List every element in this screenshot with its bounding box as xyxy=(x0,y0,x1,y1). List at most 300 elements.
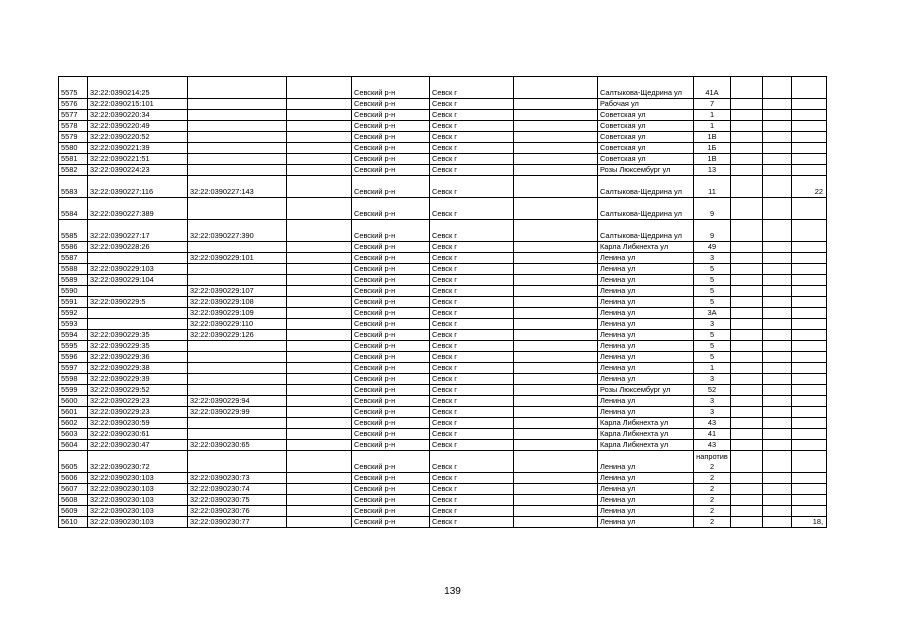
cell-blank-column-7 xyxy=(514,341,598,352)
cell-blank-column-11 xyxy=(763,242,792,253)
cell-cadastral-number: 32:22:0390230:59 xyxy=(88,418,188,429)
cell-blank-column-11 xyxy=(763,352,792,363)
cell-cadastral-number xyxy=(88,308,188,319)
table-row xyxy=(59,198,827,220)
cell-blank-column-4 xyxy=(287,451,352,473)
cell-apartment-column xyxy=(792,143,827,154)
cell-locality: Севск г xyxy=(430,330,514,341)
cell-house-number: 5 xyxy=(694,341,731,352)
cell-house-number: 9 xyxy=(694,198,731,220)
cell-row-number: 5590 xyxy=(59,286,88,297)
cell-street: Ленина ул xyxy=(598,264,694,275)
cell-blank-column-11 xyxy=(763,484,792,495)
table-row xyxy=(59,440,827,451)
cell-blank-column-10 xyxy=(731,385,763,396)
cell-row-number: 5602 xyxy=(59,418,88,429)
cell-house-number: 3 xyxy=(694,253,731,264)
cell-row-number: 5593 xyxy=(59,319,88,330)
cell-district: Севский р-н xyxy=(352,154,430,165)
cell-related-cadastral-number xyxy=(188,121,287,132)
cell-blank-column-10 xyxy=(731,506,763,517)
cell-street: Салтыкова-Щедрина ул xyxy=(598,198,694,220)
table-row xyxy=(59,220,827,242)
cell-district: Севский р-н xyxy=(352,341,430,352)
cell-blank-column-7 xyxy=(514,495,598,506)
cell-house-number: 2 xyxy=(694,517,731,528)
cell-blank-column-4 xyxy=(287,275,352,286)
cell-locality: Севск г xyxy=(430,374,514,385)
cell-blank-column-10 xyxy=(731,154,763,165)
cell-blank-column-4 xyxy=(287,110,352,121)
cell-blank-column-10 xyxy=(731,352,763,363)
cell-blank-column-7 xyxy=(514,330,598,341)
cell-street: Салтыкова-Щедрина ул xyxy=(598,220,694,242)
cell-locality: Севск г xyxy=(430,110,514,121)
cell-row-number: 5606 xyxy=(59,473,88,484)
cell-locality: Севск г xyxy=(430,319,514,330)
cell-street: Карла Либкнехта ул xyxy=(598,418,694,429)
cell-blank-column-10 xyxy=(731,484,763,495)
cell-row-number: 5580 xyxy=(59,143,88,154)
cell-apartment-column xyxy=(792,396,827,407)
table-row xyxy=(59,330,827,341)
cell-apartment-column xyxy=(792,363,827,374)
cell-blank-column-7 xyxy=(514,132,598,143)
table-row xyxy=(59,407,827,418)
cell-street: Ленина ул xyxy=(598,297,694,308)
cell-row-number: 5608 xyxy=(59,495,88,506)
cell-row-number: 5588 xyxy=(59,264,88,275)
cell-blank-column-4 xyxy=(287,429,352,440)
cell-apartment-column xyxy=(792,440,827,451)
cell-row-number: 5587 xyxy=(59,253,88,264)
cell-apartment-column xyxy=(792,154,827,165)
cell-blank-column-7 xyxy=(514,308,598,319)
cell-related-cadastral-number: 32:22:0390230:74 xyxy=(188,484,287,495)
cell-blank-column-4 xyxy=(287,77,352,99)
cell-locality: Севск г xyxy=(430,418,514,429)
cell-blank-column-4 xyxy=(287,352,352,363)
table-row xyxy=(59,473,827,484)
cell-apartment-column xyxy=(792,473,827,484)
cell-related-cadastral-number xyxy=(188,451,287,473)
cell-blank-column-10 xyxy=(731,451,763,473)
table-row xyxy=(59,484,827,495)
cell-street: Советская ул xyxy=(598,132,694,143)
cell-blank-column-10 xyxy=(731,99,763,110)
cell-apartment-column xyxy=(792,407,827,418)
cell-street: Ленина ул xyxy=(598,451,694,473)
cell-district: Севский р-н xyxy=(352,286,430,297)
table-row xyxy=(59,429,827,440)
cell-apartment-column xyxy=(792,286,827,297)
cell-related-cadastral-number: 32:22:0390229:101 xyxy=(188,253,287,264)
cell-house-number: 3 xyxy=(694,319,731,330)
table-row xyxy=(59,506,827,517)
cell-blank-column-7 xyxy=(514,374,598,385)
cell-locality: Севск г xyxy=(430,341,514,352)
cell-blank-column-7 xyxy=(514,319,598,330)
cell-street: Ленина ул xyxy=(598,330,694,341)
cell-related-cadastral-number: 32:22:0390229:99 xyxy=(188,407,287,418)
table-row xyxy=(59,418,827,429)
cell-blank-column-4 xyxy=(287,143,352,154)
cell-locality: Севск г xyxy=(430,451,514,473)
cell-street: Советская ул xyxy=(598,143,694,154)
cell-district: Севский р-н xyxy=(352,363,430,374)
cell-street: Карла Либкнехта ул xyxy=(598,440,694,451)
cell-apartment-column xyxy=(792,506,827,517)
cell-district: Севский р-н xyxy=(352,440,430,451)
cell-blank-column-7 xyxy=(514,352,598,363)
cell-blank-column-7 xyxy=(514,385,598,396)
cell-blank-column-11 xyxy=(763,275,792,286)
cell-cadastral-number: 32:22:0390221:39 xyxy=(88,143,188,154)
cell-cadastral-number: 32:22:0390229:104 xyxy=(88,275,188,286)
cell-row-number: 5579 xyxy=(59,132,88,143)
cell-row-number: 5607 xyxy=(59,484,88,495)
cell-row-number: 5603 xyxy=(59,429,88,440)
cell-blank-column-11 xyxy=(763,440,792,451)
cell-row-number: 5594 xyxy=(59,330,88,341)
cell-related-cadastral-number xyxy=(188,418,287,429)
cell-blank-column-7 xyxy=(514,154,598,165)
cell-house-number: 1В xyxy=(694,132,731,143)
cell-blank-column-4 xyxy=(287,264,352,275)
cell-district: Севский р-н xyxy=(352,429,430,440)
cell-house-number: 11 xyxy=(694,176,731,198)
table-row xyxy=(59,385,827,396)
cell-blank-column-7 xyxy=(514,506,598,517)
cell-blank-column-11 xyxy=(763,374,792,385)
cell-blank-column-10 xyxy=(731,374,763,385)
cell-cadastral-number: 32:22:0390227:389 xyxy=(88,198,188,220)
cell-row-number: 5610 xyxy=(59,517,88,528)
table-row xyxy=(59,517,827,528)
cell-locality: Севск г xyxy=(430,132,514,143)
cell-related-cadastral-number xyxy=(188,132,287,143)
cell-related-cadastral-number: 32:22:0390230:75 xyxy=(188,495,287,506)
cell-cadastral-number: 32:22:0390229:103 xyxy=(88,264,188,275)
cell-blank-column-7 xyxy=(514,99,598,110)
cell-related-cadastral-number: 32:22:0390230:73 xyxy=(188,473,287,484)
cell-district: Севский р-н xyxy=(352,132,430,143)
cell-row-number: 5604 xyxy=(59,440,88,451)
cell-related-cadastral-number xyxy=(188,385,287,396)
cell-locality: Севск г xyxy=(430,473,514,484)
cell-apartment-column xyxy=(792,99,827,110)
cell-street: Розы Люксембург ул xyxy=(598,165,694,176)
cell-apartment-column xyxy=(792,308,827,319)
cell-related-cadastral-number xyxy=(188,165,287,176)
cell-row-number: 5584 xyxy=(59,198,88,220)
cell-blank-column-11 xyxy=(763,319,792,330)
cell-house-number: 5 xyxy=(694,297,731,308)
cell-street: Ленина ул xyxy=(598,495,694,506)
cell-row-number: 5592 xyxy=(59,308,88,319)
table-row xyxy=(59,275,827,286)
cell-blank-column-11 xyxy=(763,363,792,374)
cell-district: Севский р-н xyxy=(352,308,430,319)
cell-house-number: 43 xyxy=(694,440,731,451)
cell-cadastral-number: 32:22:0390224:23 xyxy=(88,165,188,176)
cell-blank-column-7 xyxy=(514,198,598,220)
cell-locality: Севск г xyxy=(430,308,514,319)
cell-blank-column-10 xyxy=(731,77,763,99)
cell-house-number: 5 xyxy=(694,352,731,363)
cell-street: Ленина ул xyxy=(598,374,694,385)
cell-blank-column-7 xyxy=(514,517,598,528)
cell-cadastral-number: 32:22:0390230:61 xyxy=(88,429,188,440)
cell-row-number: 5591 xyxy=(59,297,88,308)
cell-cadastral-number: 32:22:0390229:35 xyxy=(88,330,188,341)
cell-blank-column-11 xyxy=(763,451,792,473)
table-row xyxy=(59,154,827,165)
cell-street: Ленина ул xyxy=(598,396,694,407)
cell-district: Севский р-н xyxy=(352,451,430,473)
cell-blank-column-4 xyxy=(287,253,352,264)
cell-apartment-column xyxy=(792,484,827,495)
cell-row-number: 5601 xyxy=(59,407,88,418)
table-row xyxy=(59,297,827,308)
cell-apartment-column xyxy=(792,198,827,220)
cell-locality: Севск г xyxy=(430,429,514,440)
cell-blank-column-7 xyxy=(514,110,598,121)
cell-apartment-column xyxy=(792,297,827,308)
cell-house-number: 1В xyxy=(694,154,731,165)
cell-street: Ленина ул xyxy=(598,308,694,319)
cell-blank-column-7 xyxy=(514,451,598,473)
cell-cadastral-number: 32:22:0390229:23 xyxy=(88,396,188,407)
cell-street: Салтыкова-Щедрина ул xyxy=(598,77,694,99)
cell-related-cadastral-number: 32:22:0390229:126 xyxy=(188,330,287,341)
cell-blank-column-10 xyxy=(731,297,763,308)
cell-row-number: 5576 xyxy=(59,99,88,110)
cell-blank-column-10 xyxy=(731,418,763,429)
cell-district: Севский р-н xyxy=(352,99,430,110)
cell-cadastral-number: 32:22:0390220:34 xyxy=(88,110,188,121)
cell-blank-column-11 xyxy=(763,121,792,132)
cell-blank-column-10 xyxy=(731,198,763,220)
cell-cadastral-number: 32:22:0390230:103 xyxy=(88,495,188,506)
cell-cadastral-number: 32:22:0390229:23 xyxy=(88,407,188,418)
cell-related-cadastral-number xyxy=(188,341,287,352)
cell-locality: Севск г xyxy=(430,286,514,297)
cell-blank-column-4 xyxy=(287,286,352,297)
cell-blank-column-7 xyxy=(514,143,598,154)
cell-district: Севский р-н xyxy=(352,517,430,528)
cell-district: Севский р-н xyxy=(352,352,430,363)
table-row xyxy=(59,121,827,132)
cell-related-cadastral-number xyxy=(188,242,287,253)
cell-cadastral-number: 32:22:0390229:35 xyxy=(88,341,188,352)
cell-blank-column-4 xyxy=(287,396,352,407)
cell-blank-column-11 xyxy=(763,506,792,517)
cell-apartment-column xyxy=(792,275,827,286)
cell-house-number: 13 xyxy=(694,165,731,176)
cell-blank-column-11 xyxy=(763,264,792,275)
cell-locality: Севск г xyxy=(430,264,514,275)
cell-blank-column-4 xyxy=(287,330,352,341)
cell-blank-column-11 xyxy=(763,220,792,242)
cell-blank-column-4 xyxy=(287,374,352,385)
cell-apartment-column xyxy=(792,429,827,440)
cell-blank-column-11 xyxy=(763,396,792,407)
cell-blank-column-4 xyxy=(287,121,352,132)
cell-house-number: 7 xyxy=(694,99,731,110)
cell-street: Советская ул xyxy=(598,121,694,132)
table-row xyxy=(59,77,827,99)
cell-street: Рабочая ул xyxy=(598,99,694,110)
cell-locality: Севск г xyxy=(430,99,514,110)
cell-blank-column-4 xyxy=(287,165,352,176)
cell-district: Севский р-н xyxy=(352,484,430,495)
cell-related-cadastral-number xyxy=(188,275,287,286)
cell-locality: Севск г xyxy=(430,517,514,528)
cell-blank-column-7 xyxy=(514,121,598,132)
cell-blank-column-11 xyxy=(763,253,792,264)
cell-blank-column-10 xyxy=(731,110,763,121)
cell-cadastral-number xyxy=(88,319,188,330)
cell-locality: Севск г xyxy=(430,253,514,264)
cell-blank-column-4 xyxy=(287,154,352,165)
page-number: 139 xyxy=(444,586,461,597)
cell-district: Севский р-н xyxy=(352,121,430,132)
cell-cadastral-number: 32:22:0390230:103 xyxy=(88,473,188,484)
cell-cadastral-number: 32:22:0390215:101 xyxy=(88,99,188,110)
cell-house-number: 3 xyxy=(694,396,731,407)
cell-blank-column-4 xyxy=(287,495,352,506)
cell-blank-column-4 xyxy=(287,242,352,253)
cell-district: Севский р-н xyxy=(352,143,430,154)
cell-blank-column-7 xyxy=(514,286,598,297)
cell-locality: Севск г xyxy=(430,77,514,99)
cell-blank-column-4 xyxy=(287,319,352,330)
cell-blank-column-10 xyxy=(731,242,763,253)
cell-locality: Севск г xyxy=(430,440,514,451)
cell-district: Севский р-н xyxy=(352,275,430,286)
cell-cadastral-number: 32:22:0390229:36 xyxy=(88,352,188,363)
cell-related-cadastral-number: 32:22:0390229:94 xyxy=(188,396,287,407)
table-row xyxy=(59,352,827,363)
cell-blank-column-4 xyxy=(287,341,352,352)
cell-blank-column-10 xyxy=(731,363,763,374)
cell-blank-column-4 xyxy=(287,506,352,517)
cell-apartment-column xyxy=(792,418,827,429)
cell-district: Севский р-н xyxy=(352,396,430,407)
cell-row-number: 5597 xyxy=(59,363,88,374)
cell-street: Ленина ул xyxy=(598,506,694,517)
cell-district: Севский р-н xyxy=(352,506,430,517)
cell-row-number: 5605 xyxy=(59,451,88,473)
cell-apartment-column xyxy=(792,319,827,330)
cell-house-number: 52 xyxy=(694,385,731,396)
cell-related-cadastral-number xyxy=(188,143,287,154)
cell-blank-column-10 xyxy=(731,275,763,286)
cell-blank-column-10 xyxy=(731,473,763,484)
cell-house-number: 1Б xyxy=(694,143,731,154)
cell-cadastral-number: 32:22:0390227:116 xyxy=(88,176,188,198)
cell-apartment-column xyxy=(792,253,827,264)
cell-related-cadastral-number: 32:22:0390227:390 xyxy=(188,220,287,242)
cell-apartment-column xyxy=(792,132,827,143)
cell-blank-column-11 xyxy=(763,99,792,110)
cell-blank-column-4 xyxy=(287,484,352,495)
cell-district: Севский р-н xyxy=(352,242,430,253)
cell-street: Ленина ул xyxy=(598,352,694,363)
cell-cadastral-number: 32:22:0390229:5 xyxy=(88,297,188,308)
cell-district: Севский р-н xyxy=(352,473,430,484)
cell-blank-column-11 xyxy=(763,330,792,341)
cell-related-cadastral-number xyxy=(188,429,287,440)
cell-cadastral-number: 32:22:0390214:25 xyxy=(88,77,188,99)
cell-cadastral-number: 32:22:0390230:103 xyxy=(88,506,188,517)
table-row xyxy=(59,264,827,275)
cell-row-number: 5599 xyxy=(59,385,88,396)
cell-blank-column-4 xyxy=(287,385,352,396)
cell-blank-column-10 xyxy=(731,143,763,154)
cell-house-number: 43 xyxy=(694,418,731,429)
cell-blank-column-7 xyxy=(514,429,598,440)
cell-locality: Севск г xyxy=(430,506,514,517)
table-row xyxy=(59,319,827,330)
cell-district: Севский р-н xyxy=(352,198,430,220)
cell-district: Севский р-н xyxy=(352,264,430,275)
cell-locality: Севск г xyxy=(430,275,514,286)
cell-blank-column-4 xyxy=(287,363,352,374)
cell-cadastral-number: 32:22:0390230:103 xyxy=(88,484,188,495)
cell-locality: Севск г xyxy=(430,363,514,374)
table-row xyxy=(59,495,827,506)
cell-cadastral-number: 32:22:0390220:52 xyxy=(88,132,188,143)
table-row xyxy=(59,308,827,319)
cell-blank-column-7 xyxy=(514,396,598,407)
cell-blank-column-4 xyxy=(287,517,352,528)
table-row xyxy=(59,176,827,198)
cell-blank-column-4 xyxy=(287,418,352,429)
cell-related-cadastral-number xyxy=(188,264,287,275)
cell-cadastral-number: 32:22:0390228:26 xyxy=(88,242,188,253)
cell-blank-column-10 xyxy=(731,165,763,176)
cell-apartment-column xyxy=(792,121,827,132)
cell-street: Ленина ул xyxy=(598,363,694,374)
cell-house-number: 3А xyxy=(694,308,731,319)
cell-blank-column-11 xyxy=(763,495,792,506)
cell-row-number: 5586 xyxy=(59,242,88,253)
cell-street: Ленина ул xyxy=(598,275,694,286)
cell-row-number: 5600 xyxy=(59,396,88,407)
cell-house-number: 1 xyxy=(694,121,731,132)
table-row xyxy=(59,451,827,473)
table-row xyxy=(59,132,827,143)
cell-street: Ленина ул xyxy=(598,484,694,495)
cell-locality: Севск г xyxy=(430,121,514,132)
cell-blank-column-11 xyxy=(763,418,792,429)
cell-apartment-column xyxy=(792,264,827,275)
cell-blank-column-10 xyxy=(731,517,763,528)
cell-street: Ленина ул xyxy=(598,407,694,418)
cell-house-number: 9 xyxy=(694,220,731,242)
cell-cadastral-number xyxy=(88,253,188,264)
cell-apartment-column xyxy=(792,110,827,121)
cell-blank-column-7 xyxy=(514,418,598,429)
cell-blank-column-11 xyxy=(763,110,792,121)
cell-locality: Севск г xyxy=(430,143,514,154)
cell-street: Ленина ул xyxy=(598,341,694,352)
cell-locality: Севск г xyxy=(430,396,514,407)
cell-cadastral-number: 32:22:0390230:72 xyxy=(88,451,188,473)
cell-street: Ленина ул xyxy=(598,319,694,330)
